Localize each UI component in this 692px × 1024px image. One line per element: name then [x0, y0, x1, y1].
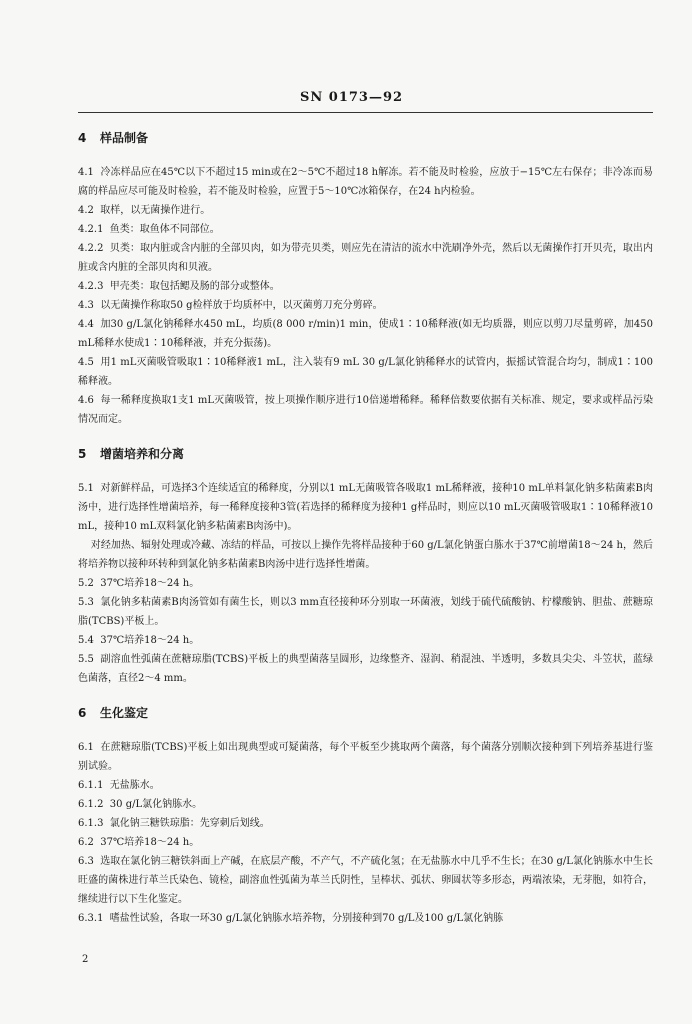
clause-6-3-1: 6.3.1 嗜盐性试验，各取一环30 g/L氯化钠胨水培养物，分别接种到70 g/L及100 g/L氯化钠胨 — [78, 913, 504, 924]
clause-4-2-3: 4.2.3 甲壳类：取包括鳃及肠的部分或整体。 — [78, 281, 280, 292]
clause-6-1: 6.1 在蔗糖琼脂(TCBS)平板上如出现典型或可疑菌落，每个平板至少挑取两个菌落，每个菌落分别顺次接种到下列培养基进行鉴别试验。 — [78, 742, 653, 772]
section-number: 6 — [78, 706, 87, 720]
section-heading-4 — [78, 130, 653, 146]
clause-6-1-1: 6.1.1 无盐胨水。 — [78, 780, 160, 791]
clause-6-1-3: 6.1.3 氯化钠三糖铁琼脂：先穿刺后划线。 — [78, 818, 270, 829]
section-heading-5 — [78, 446, 653, 462]
clause-5-5: 5.5 副溶血性弧菌在蔗糖琼脂(TCBS)平板上的典型菌落呈圆形，边缘整齐、湿润、稍混浊、半透明，多数具尖尖、斗笠状，蓝绿色菌落，直径2～4 mm。 — [78, 654, 653, 684]
clause-6-2: 6.2 37℃培养18～24 h。 — [78, 837, 200, 848]
clause-4-2-1: 4.2.1 鱼类：取鱼体不同部位。 — [78, 224, 220, 235]
header-rule — [78, 112, 653, 113]
page-number: 2 — [82, 954, 89, 965]
clause-5-1-note: 对经加热、辐射处理或冷藏、冻结的样品，可按以上操作先将样品接种于60 g/L氯化钠蛋白胨水于37℃前增菌18～24 h，然后将培养物以接种环转种到氯化钠多粘菌素B肉汤中进行选择性增菌。 — [78, 540, 654, 570]
document-number-header: SN 0173—92 — [300, 90, 404, 105]
clause-4-5: 4.5 用1 mL灭菌吸管吸取1∶10稀释液1 mL，注入装有9 mL 30 g/L氯化钠稀释水的试管内，振摇试管混合均匀，制成1∶100稀释液。 — [78, 357, 653, 387]
section-heading-6 — [78, 705, 653, 721]
clause-6-3: 6.3 选取在氯化钠三糖铁斜面上产碱，在底层产酸，不产气，不产硫化氢；在无盐胨水中几乎不生长；在30 g/L氯化钠胨水中生长旺盛的菌株进行革兰氏染色、镜检，副溶血性弧菌为革兰氏阴性，呈棒状、弧状、卵圆状等多形态，两端浓染，无芽胞，如符合，继续进行以下生化鉴定。 — [78, 856, 653, 905]
section-number: 5 — [78, 447, 87, 461]
clause-4-4: 4.4 加30 g/L氯化钠稀释水450 mL，均质(8 000 r/min)1 min，使成1∶10稀释液(如无均质器，则应以剪刀尽量剪碎，加450 mL稀释水使成1∶10稀释液，并充分振荡)。 — [78, 319, 657, 349]
clause-5-1: 5.1 对新鲜样品，可选择3个连续适宜的稀释度，分别以1 mL无菌吸管各吸取1 mL稀释液，接种10 mL单料氯化钠多粘菌素B肉汤中，进行选择性增菌培养，每一稀释度接种3管(若选择的稀释度为接种1 g样品时，则应以10 mL灭菌吸管吸取1∶10稀释液10 mL，接种10 mL双料氯化钠多粘菌素B肉汤中)。 — [78, 483, 657, 532]
section-title: 增菌培养和分离 — [100, 447, 185, 461]
clause-6-1-2: 6.1.2 30 g/L氯化钠胨水。 — [78, 799, 203, 810]
clause-4-1: 4.1 冷冻样品应在45℃以下不超过15 min或在2～5℃不超过18 h解冻。若不能及时检验，应放于−15℃左右保存；非冷冻而易腐的样品应尽可能及时检验，若不能及时检验，应置于5～10℃冰箱保存，在24 h内检验。 — [78, 167, 653, 197]
clause-4-6: 4.6 每一稀释度换取1支1 mL灭菌吸管，按上项操作顺序进行10倍递增稀释。稀释倍数要依据有关标准、规定，要求或样品污染情况而定。 — [78, 395, 653, 425]
section-title: 生化鉴定 — [100, 706, 149, 720]
clause-4-3: 4.3 以无菌操作称取50 g检样放于均质杯中，以灭菌剪刀充分剪碎。 — [78, 300, 383, 311]
clause-5-3: 5.3 氯化钠多粘菌素B肉汤管如有菌生长，则以3 mm直径接种环分别取一环菌液，划线于硫代硫酸钠、柠檬酸钠、胆盐、蔗糖琼脂(TCBS)平板上。 — [78, 597, 653, 627]
clause-5-2: 5.2 37℃培养18～24 h。 — [78, 578, 200, 589]
section-number: 4 — [78, 131, 87, 145]
clause-5-4: 5.4 37℃培养18～24 h。 — [78, 635, 200, 646]
clause-4-2: 4.2 取样，以无菌操作进行。 — [78, 205, 211, 216]
clause-4-2-2: 4.2.2 贝类：取内脏或含内脏的全部贝肉，如为带壳贝类，则应先在清洁的流水中洗刷净外壳，然后以无菌操作打开贝壳，取出内脏或含内脏的全部贝肉和贝液。 — [78, 243, 653, 273]
document-body — [78, 130, 657, 928]
section-title: 样品制备 — [100, 131, 149, 145]
